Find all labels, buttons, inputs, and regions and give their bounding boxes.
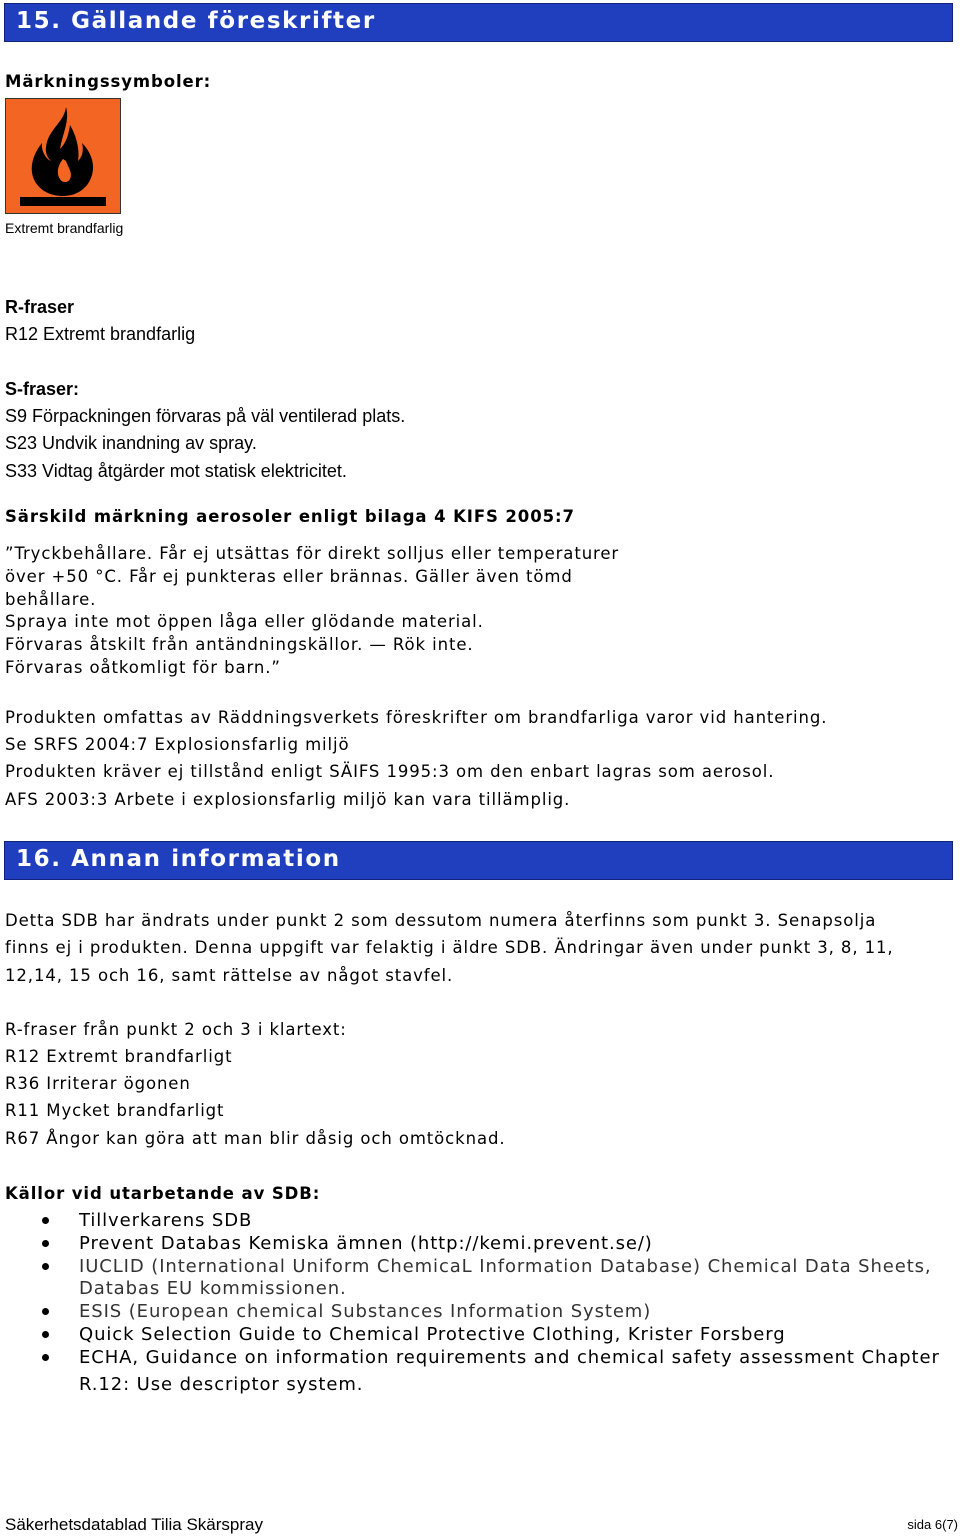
aerosol-line: över +50 °C. Får ej punkteras eller brännas. Gäller även tömd bbox=[5, 567, 573, 586]
hazard-caption: Extremt brandfarlig bbox=[5, 220, 124, 236]
r-clear-line: R11 Mycket brandfarligt bbox=[5, 1101, 225, 1120]
sources-heading: Källor vid utarbetande av SDB: bbox=[5, 1184, 321, 1203]
source-item-continued: R.12: Use descriptor system. bbox=[79, 1374, 364, 1395]
section-15-header bbox=[4, 3, 953, 42]
aerosol-line: Förvaras oåtkomligt för barn.” bbox=[5, 658, 281, 677]
bullet-icon bbox=[42, 1263, 49, 1270]
info-line: Detta SDB har ändrats under punkt 2 som dessutom numera återfinns som punkt 3. Senapsolja bbox=[5, 911, 877, 930]
aerosol-line: behållare. bbox=[5, 590, 97, 609]
source-item: Prevent Databas Kemiska ämnen (http://kemi.prevent.se/) bbox=[79, 1233, 653, 1254]
footer-title: Säkerhetsdatablad Tilia Skärspray bbox=[5, 1515, 263, 1534]
info-line: finns ej i produkten. Denna uppgift var felaktig i äldre SDB. Ändringar även under punkt 3, 8, 11, bbox=[5, 938, 894, 957]
section-15-title: 15. Gällande föreskrifter bbox=[16, 8, 376, 34]
regulation-line: AFS 2003:3 Arbete i explosionsfarlig miljö kan vara tillämplig. bbox=[5, 790, 571, 809]
aerosol-line: ”Tryckbehållare. Får ej utsättas för direkt solljus eller temperaturer bbox=[5, 544, 620, 563]
section-16-header bbox=[4, 841, 953, 880]
s-phrases-label: S-fraser: bbox=[5, 379, 80, 399]
section-16-title: 16. Annan information bbox=[16, 846, 341, 872]
regulation-line: Produkten omfattas av Räddningsverkets föreskrifter om brandfarliga varor vid hantering. bbox=[5, 708, 828, 727]
bullet-icon bbox=[42, 1217, 49, 1224]
bullet-icon bbox=[42, 1354, 49, 1361]
bullet-icon bbox=[42, 1331, 49, 1338]
aerosol-line: Spraya inte mot öppen låga eller glödande material. bbox=[5, 612, 484, 631]
r-clear-line: R12 Extremt brandfarligt bbox=[5, 1047, 233, 1066]
r-phrase-line: R12 Extremt brandfarlig bbox=[5, 324, 196, 344]
source-item: ESIS (European chemical Substances Information System) bbox=[79, 1301, 652, 1322]
source-item: ECHA, Guidance on information requirements and chemical safety assessment Chapter bbox=[79, 1347, 940, 1368]
flame-hazard-icon bbox=[5, 98, 121, 214]
r-phrases-label: R-fraser bbox=[5, 297, 75, 317]
source-item: Tillverkarens SDB bbox=[79, 1210, 253, 1231]
r-clear-line: R36 Irriterar ögonen bbox=[5, 1074, 191, 1093]
info-line: 12,14, 15 och 16, samt rättelse av något stavfel. bbox=[5, 966, 454, 985]
s-phrase-line: S23 Undvik inandning av spray. bbox=[5, 433, 257, 453]
bullet-icon bbox=[42, 1308, 49, 1315]
aerosol-line: Förvaras åtskilt från antändningskällor. — Rök inte. bbox=[5, 635, 474, 654]
bullet-icon bbox=[42, 1240, 49, 1247]
aerosol-heading: Särskild märkning aerosoler enligt bilaga 4 KIFS 2005:7 bbox=[5, 507, 575, 526]
footer-page-number: sida 6(7) bbox=[907, 1517, 958, 1532]
source-item-continued: Databas EU kommissionen. bbox=[79, 1278, 347, 1299]
s-phrase-line: S9 Förpackningen förvaras på väl ventilerad plats. bbox=[5, 406, 406, 426]
symbols-label: Märkningssymboler: bbox=[5, 72, 212, 91]
regulation-line: Produkten kräver ej tillstånd enligt SÄIFS 1995:3 om den enbart lagras som aerosol. bbox=[5, 762, 775, 781]
regulation-line: Se SRFS 2004:7 Explosionsfarlig miljö bbox=[5, 735, 350, 754]
s-phrase-line: S33 Vidtag åtgärder mot statisk elektricitet. bbox=[5, 461, 347, 481]
r-clear-line: R67 Ångor kan göra att man blir dåsig och omtöcknad. bbox=[5, 1129, 506, 1148]
source-item: Quick Selection Guide to Chemical Protective Clothing, Krister Forsberg bbox=[79, 1324, 786, 1345]
r-clear-heading: R-fraser från punkt 2 och 3 i klartext: bbox=[5, 1020, 347, 1039]
source-item: IUCLID (International Uniform ChemicaL Information Database) Chemical Data Sheets, bbox=[79, 1256, 932, 1277]
